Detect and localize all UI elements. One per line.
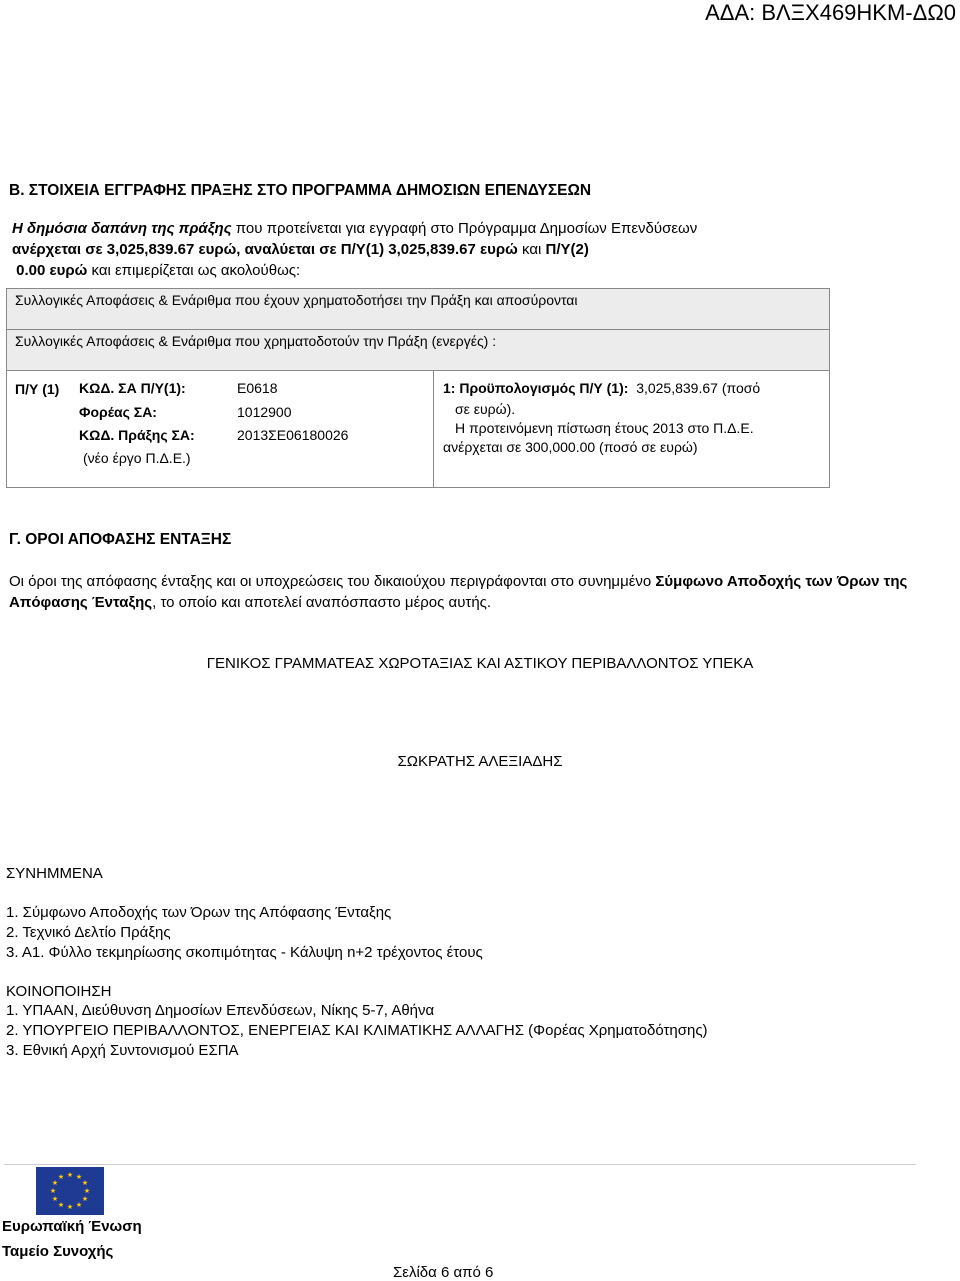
table-row-withdrawn xyxy=(7,289,829,330)
section-g-text-2: , το οποίο και αποτελεί αναπόσπαστο μέρος αυτής. xyxy=(152,594,492,611)
svg-text:★: ★ xyxy=(81,1179,89,1187)
budget-label: 1: Προϋπολογισμός Π/Υ (1): xyxy=(443,380,629,396)
credit-line-2: ανέρχεται σε 300,000.00 (ποσό σε ευρώ) xyxy=(443,439,698,455)
k-sa-label: ΚΩΔ. ΣΑ Π/Υ(1): xyxy=(79,380,186,396)
notification-item: 2. ΥΠΟΥΡΓΕΙΟ ΠΕΡΙΒΑΛΛΟΝΤΟΣ, ΕΝΕΡΓΕΙΑΣ ΚΑΙ ΚΛΙΜΑΤΙΚΗΣ ΑΛΛΑΓΗΣ (Φορέας Χρηματοδότησης) xyxy=(6,1022,708,1039)
attachment-item: 3. Α1. Φύλλο τεκμηρίωσης σκοπιμότητας - Κάλυψη n+2 τρέχοντος έτους xyxy=(6,944,483,961)
notification-item: 3. Εθνική Αρχή Συντονισμού ΕΣΠΑ xyxy=(6,1042,239,1059)
page-number: Σελίδα 6 από 6 xyxy=(393,1264,494,1281)
credit-line-1: Η προτεινόμενη πίστωση έτους 2013 στο Π.Δ.Ε. xyxy=(455,420,754,436)
funding-table xyxy=(6,288,830,488)
notification-item: 1. ΥΠΑΑΝ, Διεύθυνση Δημοσίων Επενδύσεων, Νίκης 5-7, Αθήνα xyxy=(6,1002,435,1019)
svg-text:★: ★ xyxy=(66,1203,74,1211)
signatory-name: ΣΩΚΡΑΤΗΣ ΑΛΕΞΙΑΔΗΣ xyxy=(397,753,563,770)
attachment-item: 1. Σύμφωνο Αποδοχής των Όρων της Απόφασης Ένταξης xyxy=(6,904,392,921)
footer-eu: Ευρωπαϊκή Ένωση xyxy=(2,1218,142,1235)
foreas-value: 1012900 xyxy=(237,404,292,420)
signatory-role: ΓΕΝΙΚΟΣ ΓΡΑΜΜΑΤΕΑΣ ΧΩΡΟΤΑΞΙΑΣ ΚΑΙ ΑΣΤΙΚΟΥ ΠΕΡΙΒΑΛΛΟΝΤΟΣ ΥΠΕΚΑ xyxy=(206,655,754,672)
budget-unit: σε ευρώ). xyxy=(455,401,516,417)
k-praxis-value: 2013ΣΕ06180026 xyxy=(237,427,349,443)
section-g-text-1: Οι όροι της απόφασης ένταξης και οι υποχρεώσεις του δικαιούχου περιγράφονται στο συνημμένο xyxy=(9,573,656,590)
attachments-title: ΣΥΝΗΜΜΕΝΑ xyxy=(6,865,103,882)
svg-text:★: ★ xyxy=(57,1201,65,1209)
svg-text:★: ★ xyxy=(75,1173,83,1181)
neo-ergo: (νέο έργο Π.Δ.Ε.) xyxy=(83,450,191,466)
section-b-intro xyxy=(12,218,952,281)
budget-line xyxy=(443,378,760,399)
table-divider xyxy=(433,371,434,487)
svg-text:★: ★ xyxy=(83,1187,91,1195)
svg-text:★: ★ xyxy=(81,1195,89,1203)
section-g-title: Γ. ΟΡΟΙ ΑΠΟΦΑΣΗΣ ΕΝΤΑΞΗΣ xyxy=(9,531,232,548)
svg-text:★: ★ xyxy=(51,1195,59,1203)
k-sa-value: Ε0618 xyxy=(237,380,278,396)
footer-divider xyxy=(4,1164,916,1165)
budget-value: 3,025,839.67 (ποσό xyxy=(636,380,761,396)
py-label: Π/Υ (1) xyxy=(15,381,60,397)
intro-bold-3: 0.00 ευρώ xyxy=(16,262,88,279)
svg-text:★: ★ xyxy=(57,1173,65,1181)
svg-text:★: ★ xyxy=(51,1179,59,1187)
intro-text-3: και επιμερίζεται ως ακολούθως: xyxy=(87,262,301,279)
intro-italic: Η δημόσια δαπάνη της πράξης xyxy=(12,220,232,237)
eu-flag-icon xyxy=(36,1167,104,1215)
intro-text-2: και xyxy=(517,241,546,258)
svg-text:★: ★ xyxy=(49,1187,57,1195)
section-b-title: Β. ΣΤΟΙΧΕΙΑ ΕΓΓΡΑΦΗΣ ΠΡΑΞΗΣ ΣΤΟ ΠΡΟΓΡΑΜΜΑ ΔΗΜΟΣΙΩΝ ΕΠΕΝΔΥΣΕΩΝ xyxy=(9,182,592,199)
intro-bold-1: ανέρχεται σε 3,025,839.67 ευρώ, αναλύεται σε Π/Υ(1) 3,025,839.67 ευρώ xyxy=(12,241,518,258)
table-row-active-label: Συλλογικές Αποφάσεις & Ενάριθμα που χρηματοδοτούν την Πράξη (ενεργές) : xyxy=(15,333,497,349)
notification-title: ΚΟΙΝΟΠΟΙΗΣΗ xyxy=(6,983,112,1000)
footer-fund: Ταμείο Συνοχής xyxy=(2,1243,114,1260)
section-g-text xyxy=(9,571,954,613)
svg-text:★: ★ xyxy=(75,1201,83,1209)
foreas-label: Φορέας ΣΑ: xyxy=(79,404,157,420)
ada-code: ΑΔΑ: ΒΛΞΧ469ΗΚΜ-ΔΩ0 xyxy=(705,0,956,25)
svg-text:★: ★ xyxy=(66,1171,74,1179)
attachment-item: 2. Τεχνικό Δελτίο Πράξης xyxy=(6,924,171,941)
k-praxis-label: ΚΩΔ. Πράξης ΣΑ: xyxy=(79,427,195,443)
table-row-withdrawn-label: Συλλογικές Αποφάσεις & Ενάριθμα που έχουν χρηματοδοτήσει την Πράξη και αποσύρονται xyxy=(15,292,578,308)
section-g-text-bold: Σύμφωνο Αποδοχής των Όρων της Απόφασης Ένταξης xyxy=(9,573,908,611)
intro-text-1: που προτείνεται για εγγραφή στο Πρόγραμμα Δημοσίων Επενδύσεων xyxy=(231,220,698,237)
intro-bold-2: Π/Υ(2) xyxy=(545,241,589,258)
table-row-active xyxy=(7,330,829,371)
